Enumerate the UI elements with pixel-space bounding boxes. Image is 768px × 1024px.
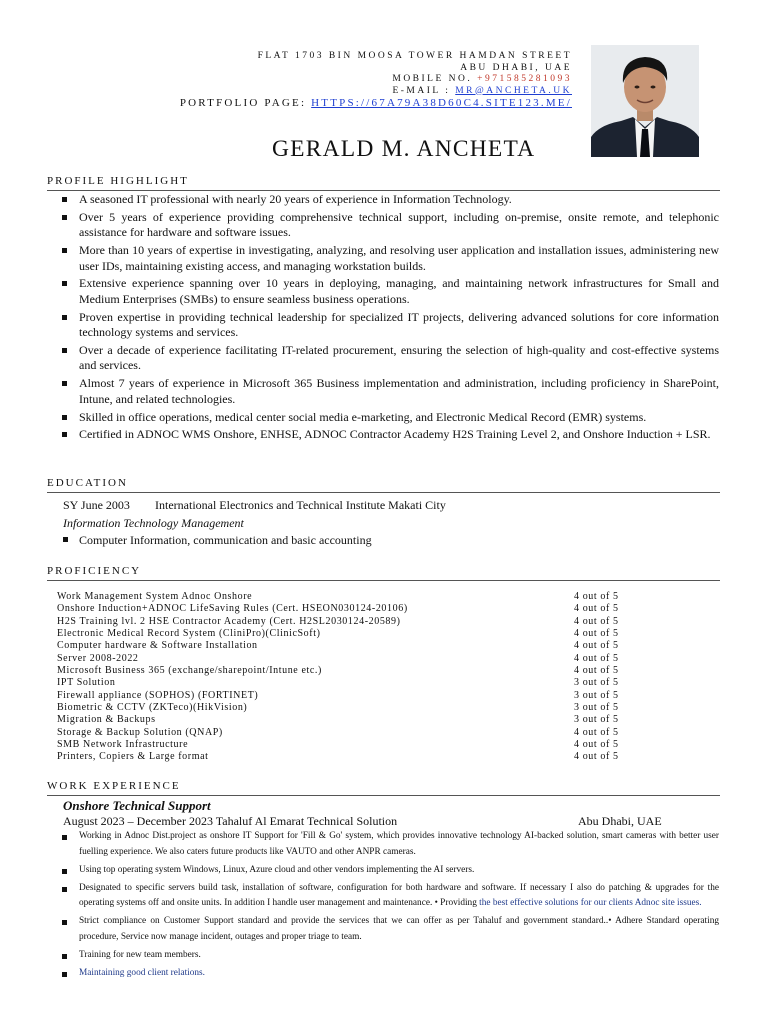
proficiency-row: Migration & Backups 3 out of 5	[57, 714, 619, 726]
proficiency-list	[57, 591, 637, 764]
job-period-company	[63, 814, 703, 829]
proficiency-row: H2S Training lvl. 2 HSE Contractor Academy (Cert. H2SL2030124-20589) 4 out of 5	[57, 615, 619, 627]
person-photo-icon	[591, 45, 699, 157]
mobile-label: MOBILE NO.	[392, 74, 473, 84]
education-bullet: Computer Information, communication and basic accounting	[63, 533, 372, 548]
education-year: SY June 2003	[63, 498, 130, 512]
work-duty-item: Training for new team members.	[62, 948, 719, 964]
proficiency-row: Computer hardware & Software Installation 4 out of 5	[57, 640, 619, 652]
education-section-title: EDUCATION	[47, 477, 128, 489]
education-entry	[63, 498, 446, 513]
job-location: Abu Dhabi, UAE	[578, 814, 662, 828]
work-section-title: WORK EXPERIENCE	[47, 780, 181, 792]
proficiency-row: Microsoft Business 365 (exchange/sharepoint/Intune etc.) 4 out of 5	[57, 665, 619, 677]
profile-photo	[591, 45, 699, 157]
proficiency-row: Printers, Copiers & Large format 4 out of 5	[57, 751, 619, 763]
bullet-square-icon	[62, 381, 67, 386]
profile-item: Skilled in office operations, medical center social media e-marketing, and Electronic Medical Record (EMR) systems.	[62, 410, 719, 426]
proficiency-row: Firewall appliance (SOPHOS) (FORTINET) 3 out of 5	[57, 689, 619, 701]
email-link[interactable]: MR@ANCHETA.UK	[455, 85, 572, 96]
profile-item: Certified in ADNOC WMS Onshore, ENHSE, ADNOC Contractor Academy H2S Training Level 2, and Onshore Induction + LSR.	[62, 427, 719, 443]
portfolio-row	[180, 97, 572, 110]
proficiency-divider	[47, 580, 720, 581]
proficiency-row: Work Management System Adnoc Onshore 4 out of 5	[57, 591, 619, 602]
job-period: August 2023 – December 2023 Tahaluf Al Emarat Technical Solution	[63, 814, 398, 828]
address-line-1: FLAT 1703 BIN MOOSA TOWER HAMDAN STREET	[257, 51, 572, 61]
education-divider	[47, 492, 720, 493]
bullet-square-icon	[62, 197, 67, 202]
proficiency-row: SMB Network Infrastructure 4 out of 5	[57, 739, 619, 751]
work-duty-item: Designated to specific servers build task, installation of software, configuration for both hardware and software. If necessary I also do patching & upgrades for the operating systems off and onsite units. In addition I handle user management and maintenance. • Providing the best effective solutions for our clients Adnoc site issues.	[62, 881, 719, 912]
bullet-square-icon	[62, 348, 67, 353]
profile-item: Over a decade of experience facilitating IT-related procurement, ensuring the selection of high-quality and cost-effective systems and services.	[62, 343, 719, 374]
bullet-square-icon	[62, 920, 67, 925]
proficiency-row: Storage & Backup Solution (QNAP) 4 out of 5	[57, 726, 619, 738]
work-duty-item: Using top operating system Windows, Linux, Azure cloud and other vendors implementing the AI servers.	[62, 863, 719, 879]
bullet-square-icon	[62, 887, 67, 892]
bullet-square-icon	[62, 248, 67, 253]
proficiency-section-title: PROFICIENCY	[47, 565, 142, 577]
profile-item: Almost 7 years of experience in Microsoft 365 Business implementation and administration, including proficiency in SharePoint, Intune, and related technologies.	[62, 376, 719, 407]
bullet-square-icon	[63, 537, 68, 542]
bullet-square-icon	[62, 835, 67, 840]
bullet-square-icon	[62, 215, 67, 220]
proficiency-row: Electronic Medical Record System (CliniPro)(ClinicSoft) 4 out of 5	[57, 628, 619, 640]
profile-divider	[47, 190, 720, 191]
mobile-number: +971585281093	[477, 74, 572, 84]
bullet-square-icon	[62, 954, 67, 959]
proficiency-row: IPT Solution 3 out of 5	[57, 677, 619, 689]
address-line-2: ABU DHABI, UAE	[460, 62, 572, 73]
bullet-square-icon	[62, 972, 67, 977]
bullet-square-icon	[62, 415, 67, 420]
work-duties-list	[62, 829, 719, 984]
profile-item: Proven expertise in providing technical leadership for specialized IT projects, delivering advanced solutions for core information technology systems and services.	[62, 310, 719, 341]
contact-block	[180, 51, 572, 110]
bullet-square-icon	[62, 869, 67, 874]
proficiency-row: Onshore Induction+ADNOC LifeSaving Rules (Cert. HSEON030124-20106) 4 out of 5	[57, 603, 619, 615]
proficiency-row: Server 2008-2022 4 out of 5	[57, 652, 619, 664]
email-label: E-MAIL :	[392, 85, 451, 96]
work-divider	[47, 795, 720, 796]
work-duty-item: Working in Adnoc Dist.project as onshore IT Support for 'Fill & Go' system, which provides innovative technology AI-backed solution, smart cameras with better user fuelling experience. We also caters future products like VAUTO and other ANPR cameras.	[62, 829, 719, 860]
mobile-row	[180, 74, 572, 86]
work-duty-item: Maintaining good client relations.	[62, 966, 719, 982]
bullet-square-icon	[62, 432, 67, 437]
candidate-name: GERALD M. ANCHETA	[272, 136, 536, 162]
bullet-square-icon	[62, 281, 67, 286]
email-row	[180, 86, 572, 98]
profile-list	[62, 192, 719, 445]
education-course: Information Technology Management	[63, 516, 244, 530]
bullet-square-icon	[62, 315, 67, 320]
work-duty-item: Strict compliance on Customer Support standard and provide the services that we can offer as per Tahaluf and government standard..• Adhere Standard operating procedure, Service now manage incident, outages and proper triage to team.	[62, 914, 719, 945]
portfolio-link[interactable]: HTTPS://67A79A38D60C4.SITE123.ME/	[311, 97, 572, 109]
profile-item: Over 5 years of experience providing comprehensive technical support, including on-premise, onsite remote, and telephonic assistance for hardware and software issues.	[62, 210, 719, 241]
portfolio-label: PORTFOLIO PAGE:	[179, 97, 307, 109]
proficiency-row: Biometric & CCTV (ZKTeco)(HikVision) 3 out of 5	[57, 702, 619, 714]
profile-item: More than 10 years of expertise in investigating, analyzing, and resolving user application and installation issues, administering new user IDs, maintaining existing access, and managing workstation builds.	[62, 243, 719, 274]
profile-item: A seasoned IT professional with nearly 20 years of experience in Information Technology.	[62, 192, 719, 208]
education-school: International Electronics and Technical Institute Makati City	[155, 498, 446, 512]
job-title: Onshore Technical Support	[63, 798, 211, 813]
profile-section-title: PROFILE HIGHLIGHT	[47, 175, 189, 187]
profile-item: Extensive experience spanning over 10 years in deploying, managing, and maintaining network infrastructures for Small and Medium Enterprises (SMBs) to ensure seamless business operations.	[62, 276, 719, 307]
